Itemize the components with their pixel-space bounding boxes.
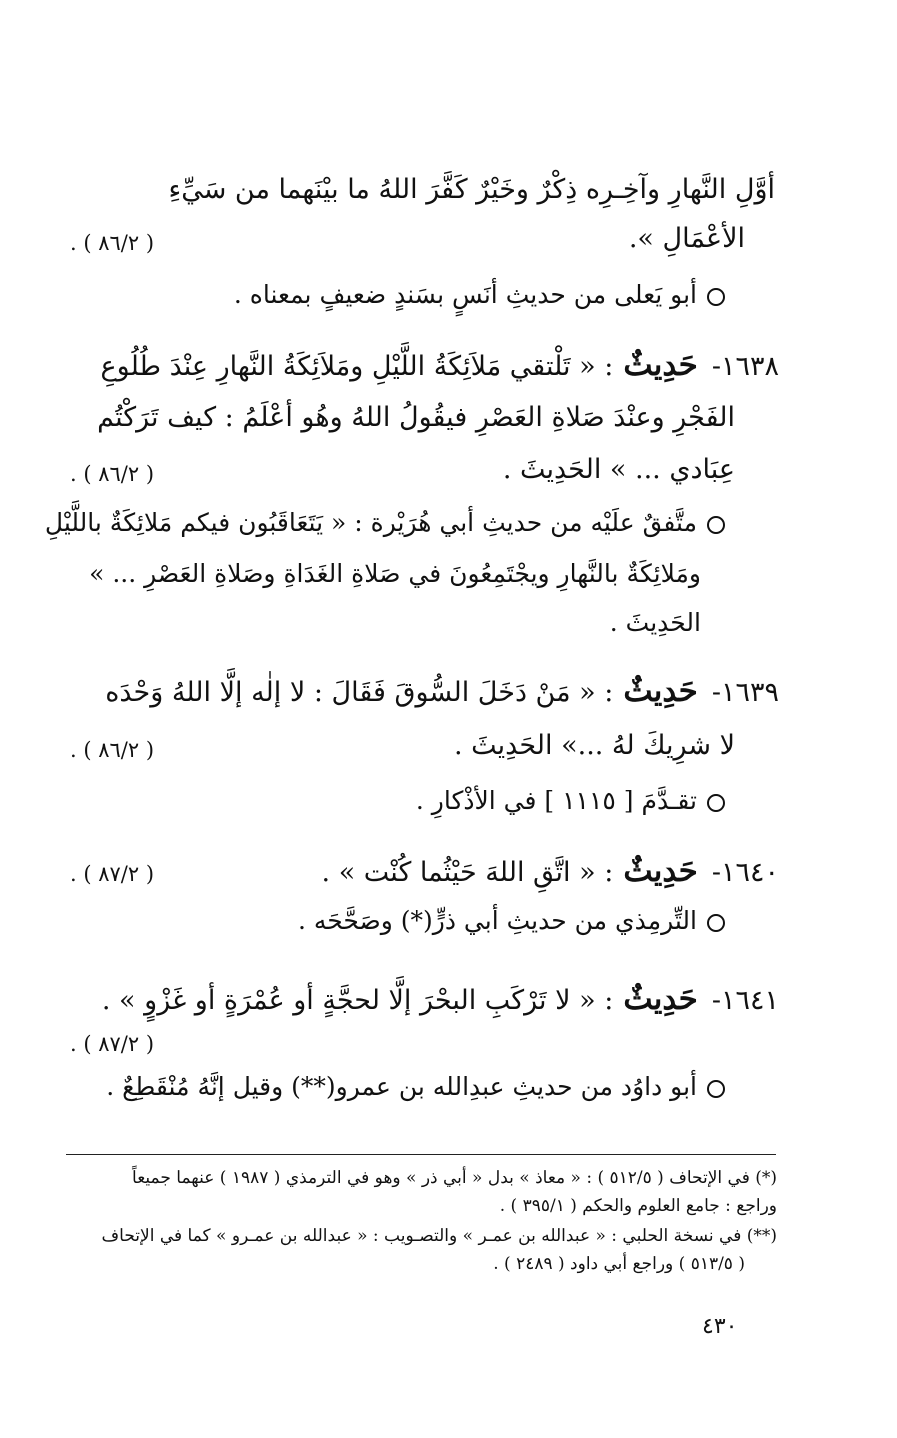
hadith-keyword: حَدِيثٌ: [623, 673, 698, 709]
reference-1638: . ( ٨٦/٢ ): [70, 462, 155, 486]
reference-cont: . ( ٨٦/٢ ): [70, 231, 155, 255]
reference-1640: . ( ٨٧/٢ ): [70, 862, 155, 886]
hadith-keyword: حَدِيثٌ: [623, 347, 698, 383]
hadith-1639-line-1: [105, 673, 779, 709]
hadith-1641-line-1: [101, 981, 779, 1017]
note-1641: [106, 1074, 725, 1099]
hadith-number: ١٦٤٠-: [711, 857, 779, 888]
hadith-1638-line-2: الفَجْرِ وعنْدَ صَلاةِ العَصْرِ فيقُولُ اللهُ وهُو أعْلَمُ : كيف تَرَكْتُم: [97, 402, 735, 433]
footnote-1-line-2: وراجع : جامع العلوم والحكم ( ٣٩٥/١ ) .: [499, 1196, 777, 1216]
note-1638-line-1: [45, 510, 725, 535]
circle-bullet-icon: [707, 1080, 725, 1098]
note-text: متَّفقٌ علَيْه من حديثِ أبي هُرَيْرة : « يَتَعَاقَبُون فيكم مَلائِكَةٌ باللَّيْلِ: [44, 508, 697, 537]
continuation-line-2: الأعْمَالِ ».: [628, 223, 745, 254]
circle-bullet-icon: [707, 794, 725, 812]
note-text: أبو داوُد من حديثِ عبدِالله بن عمرو(**) وقيل إنَّهُ مُنْقَطِعٌ .: [106, 1072, 697, 1101]
note-1640: [298, 908, 725, 933]
note-text: التِّرمِذي من حديثِ أبي ذرٍّ(*) وصَحَّحَه .: [297, 906, 697, 935]
reference-1641: . ( ٨٧/٢ ): [70, 1032, 155, 1056]
hadith-text: : « لا تَرْكَبِ البحْرَ إلَّا لحجَّةٍ أو عُمْرَةٍ أو غَزْوٍ » .: [101, 985, 614, 1016]
note-text: تقـدَّمَ [ ١١١٥ ] في الأذْكارِ .: [415, 786, 697, 815]
hadith-number: ١٦٣٨-: [711, 351, 779, 382]
hadith-1638-line-1: [100, 347, 779, 383]
footnote-2-line-1: (**) في نسخة الحلبي : « عبدالله بن عمـر » والتصـويب : « عبدالله بن عمـرو » كما في الإتحاف: [101, 1226, 777, 1246]
circle-bullet-icon: [707, 516, 725, 534]
note-1638-line-3: الحَدِيثَ .: [609, 608, 701, 637]
note-1639: [416, 788, 725, 813]
reference-1639: . ( ٨٦/٢ ): [70, 738, 155, 762]
note-text: أبو يَعلى من حديثِ أنَسٍ بسَندٍ ضعيفٍ بمعناه .: [233, 280, 697, 309]
page-number: ٤٣٠: [702, 1314, 738, 1339]
hadith-1639-line-2: لا شرِيكَ لهُ ...» الحَدِيثَ .: [453, 730, 735, 761]
hadith-number: ١٦٤١-: [711, 985, 779, 1016]
hadith-1638-line-3: عِبَادي ... » الحَدِيثَ .: [502, 454, 735, 485]
note-1638-line-2: ومَلائِكَةٌ بالنَّهارِ ويجْتَمِعُونَ في صَلاةِ الغَدَاةِ وصَلاةِ العَصْرِ ... »: [89, 559, 701, 588]
hadith-1640-line-1: [321, 853, 779, 889]
footnote-separator: [66, 1154, 776, 1155]
hadith-text: : « مَنْ دَخَلَ السُّوقَ فَقَالَ : لا إلٰه إلَّا اللهُ وَحْدَه: [105, 677, 614, 708]
note-cont: [234, 282, 725, 307]
hadith-keyword: حَدِيثٌ: [623, 981, 698, 1017]
footnote-1-line-1: (*) في الإتحاف ( ٥١٢/٥ ) : « معاذ » بدل « أبي ذر » وهو في الترمذي ( ١٩٨٧ ) عنهما جميعاً: [132, 1168, 777, 1188]
circle-bullet-icon: [707, 914, 725, 932]
continuation-line-1: أوَّلِ النَّهارِ وآخِـرِه ذِكْرٌ وخَيْرٌ كَفَّرَ اللهُ ما بيْنَهما من سَيِّءِ: [168, 174, 775, 205]
circle-bullet-icon: [707, 288, 725, 306]
hadith-number: ١٦٣٩-: [711, 677, 779, 708]
hadith-text: : « تَلْتقي مَلاَئِكَةُ اللَّيْلِ ومَلاَئِكَةُ النَّهارِ عِنْدَ طُلُوعِ: [100, 351, 614, 382]
hadith-text: : « اتَّقِ اللهَ حَيْثُما كُنْت » .: [321, 857, 614, 888]
footnote-2-line-2: ( ٥١٣/٥ ) وراجع أبي داود ( ٢٤٨٩ ) .: [493, 1254, 745, 1274]
hadith-keyword: حَدِيثٌ: [623, 853, 698, 889]
